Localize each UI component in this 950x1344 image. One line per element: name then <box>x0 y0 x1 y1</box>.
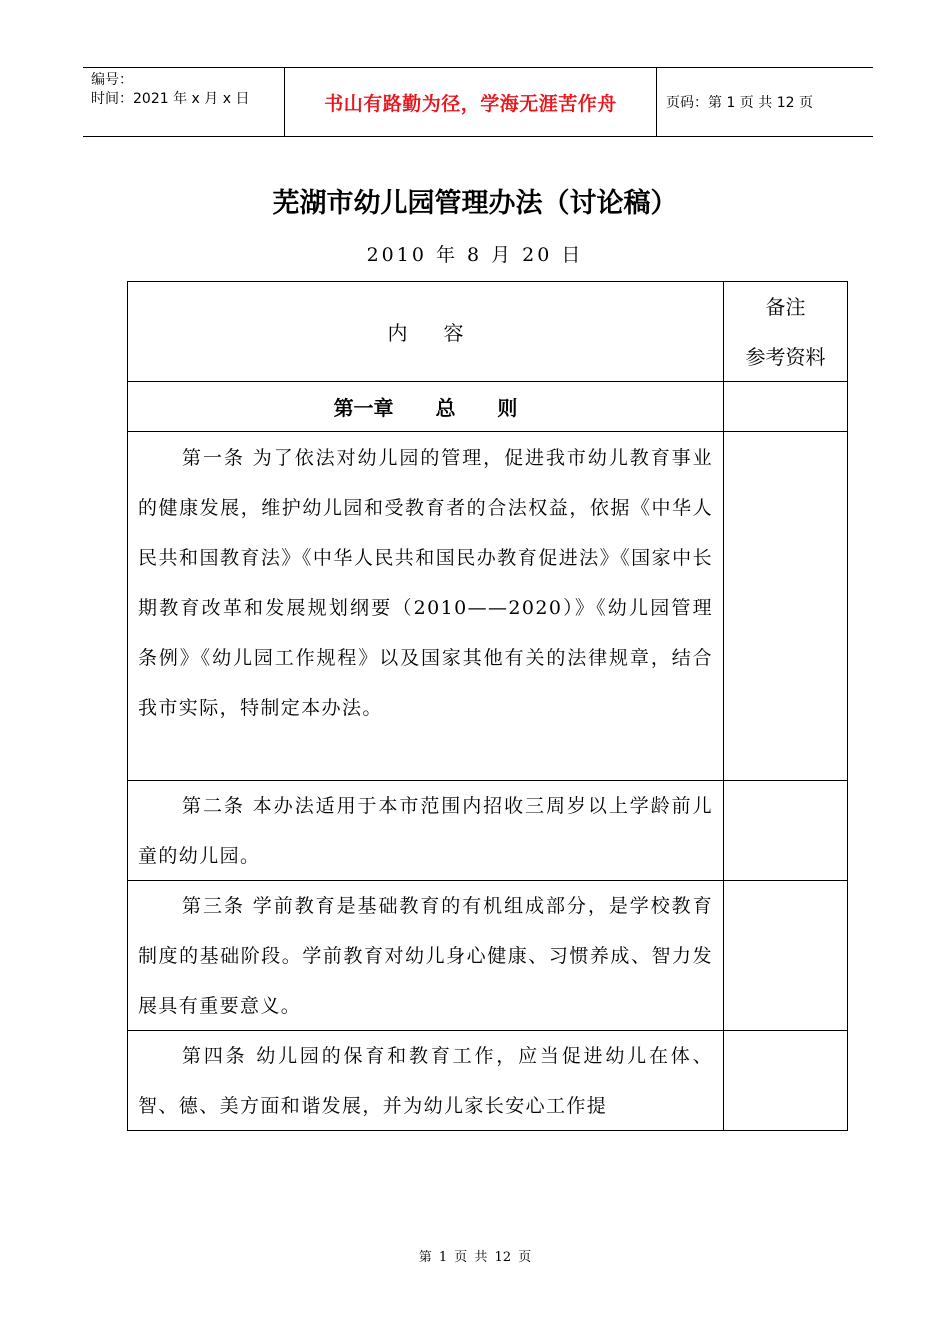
table-header-row <box>128 282 847 382</box>
note-cell <box>724 432 847 780</box>
content-table <box>127 281 848 1131</box>
article-cell <box>128 1031 724 1130</box>
header-motto-cell <box>284 68 657 136</box>
article-cell <box>128 432 724 780</box>
table-row <box>128 781 847 881</box>
document-title: 芜湖市幼儿园管理办法（讨论稿） <box>272 188 678 219</box>
note-header-line2: 参考资料 <box>745 344 826 369</box>
article-cell <box>128 881 724 1030</box>
note-cell <box>724 1031 847 1130</box>
table-row <box>128 1031 847 1131</box>
note-cell <box>724 382 847 431</box>
page-header <box>83 67 873 137</box>
article-4-text: 第四条 幼儿园的保育和教育工作，应当促进幼儿在体、智、德、美方面和谐发展，并为幼儿家长安心工作提 <box>138 1045 713 1117</box>
chapter-title-cell <box>128 382 724 431</box>
article-1-text: 第一条 为了依法对幼儿园的管理，促进我市幼儿教育事业的健康发展，维护幼儿园和受教育者的合法权益，依据《中华人民共和国教育法》《中华人民共和国民办教育促进法》《国家中长期教育改革和发展规划纲要（2010——2020）》《幼儿园管理条例》《幼儿园工作规程》以及国家其他有关的法律规章，结合我市实际，特制定本办法。 <box>138 447 713 719</box>
note-header-line1: 备注 <box>765 294 806 319</box>
document-date: 2010 年 8 月 20 日 <box>366 244 584 266</box>
header-meta <box>83 68 284 136</box>
note-cell <box>724 781 847 880</box>
note-column-header <box>724 282 847 381</box>
note-cell <box>724 881 847 1030</box>
number-label: 编号： <box>91 72 133 88</box>
chapter-title: 第一章 总 则 <box>333 396 518 420</box>
header-page-cell <box>656 68 873 136</box>
article-3-text: 第三条 学前教育是基础教育的有机组成部分，是学校教育制度的基础阶段。学前教育对幼儿身心健康、习惯养成、智力发展具有重要意义。 <box>138 895 713 1017</box>
motto-text: 书山有路勤为径，学海无涯苦作舟 <box>324 92 617 115</box>
table-row <box>128 432 847 781</box>
header-page-info: 页码：第 1 页 共 12 页 <box>666 95 813 111</box>
content-column-header: 内容 <box>128 282 724 381</box>
page-footer: 第 1 页 共 12 页 <box>418 1250 532 1265</box>
table-row <box>128 881 847 1031</box>
time-label: 时间：2021 年 x 月 x 日 <box>91 91 250 107</box>
article-cell <box>128 781 724 880</box>
chapter-row <box>128 382 847 432</box>
article-2-text: 第二条 本办法适用于本市范围内招收三周岁以上学龄前儿童的幼儿园。 <box>138 795 713 867</box>
